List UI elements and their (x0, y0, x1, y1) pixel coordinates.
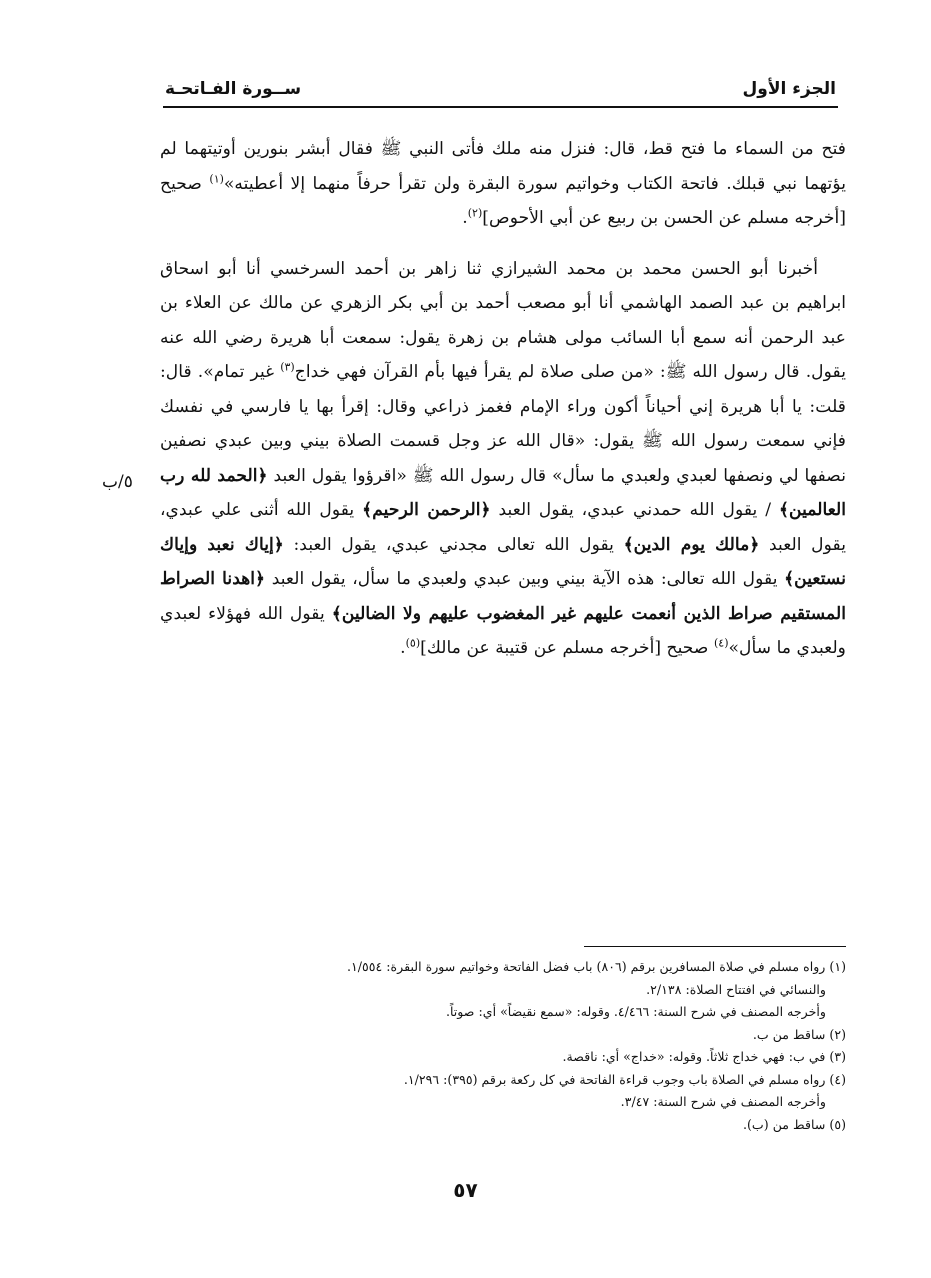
text-run: أخبرنا أبو الحسن محمد بن محمد الشيرازي ثنا زاهر بن أحمد السرخسي أنا أبو اسحاق ابراهيم بن عبد الصمد الهاشمي أنا أبو مصعب أحمد بن أبي بكر الزهري عن مالك عن العلاء بن عبد الرحمن أنه سمع أبا السائب مولى هشام بن زهرة يقول: سمعت أبا هريرة رضي الله عنه يقول. قال رسول الله ﷺ: «من صلى صلاة لم يقرأ فيها بأم القرآن فهي خداج (160, 258, 847, 382)
text-run: صحيح [أخرجه مسلم عن الحسن بن ربيع عن أبي الأحوص] (160, 173, 846, 228)
footnote-rule (584, 946, 846, 947)
header-part-title: الجزء الأول (742, 79, 836, 99)
quran-quote: ﴿مالك يوم الدين﴾ (623, 534, 760, 555)
footnote-marker: (٤) (713, 636, 729, 650)
footnote-line: (٢) ساقط من ب. (752, 1026, 846, 1042)
footnote-line: (٣) في ب: فهي خداج ثلاثاً. وقوله: «خداج» أي: ناقصة. (562, 1049, 846, 1064)
footnote-marker: (٥) (405, 636, 421, 650)
quran-quote: ﴿الرحمن الرحيم﴾ (362, 500, 491, 520)
footnote-line: (١) رواه مسلم في صلاة المسافرين برقم (٨٠٦) باب فضل الفاتحة وخواتيم سورة البقرة: ١/٥٥٤. (346, 959, 846, 974)
header-surah-title: ســورة الفـاتحـة (165, 79, 302, 99)
footnote-marker: (٢) (467, 206, 483, 220)
footnotes (160, 956, 846, 1136)
footnote-line: (٤) رواه مسلم في الصلاة باب وجوب قراءة الفاتحة في كل ركعة برقم (٣٩٥): ١/٢٩٦. (403, 1071, 846, 1087)
text-run: يقول الله تعالى: هذه الآية بيني وبين عبدي ولعبدي ما سأل، يقول العبد (265, 569, 785, 589)
text-run: يقول الله فهؤلاء لعبدي ولعبدي ما سأل» (160, 603, 846, 658)
footnote-line: (٥) ساقط من (ب). (743, 1116, 846, 1132)
footnote-line: وأخرجه المصنف في شرح السنة: ٣/٤٧. (620, 1094, 826, 1109)
text-run: يقول الله تعالى مجدني عبدي، يقول العبد: (283, 534, 624, 555)
running-header (165, 72, 836, 106)
footnote-line: والنسائي في افتتاح الصلاة: ٢/١٣٨. (646, 981, 826, 997)
text-run: يقول الله أثنى علي عبدي، يقول العبد (160, 500, 847, 555)
footnote-marker: (١) (209, 171, 224, 185)
text-run: . (462, 208, 468, 228)
text-run: غير تمام». قال: قلت: يا أبا هريرة إني أحياناً أكون وراء الإمام فغمز ذراعي وقال: إقرأ بها يا فارسي في نفسك فإني سمعت رسول الله ﷺ يقول: «قال الله عز وجل قسمت الصلاة بيني وبين عبدي نصفين نصفها لي ونصفها لعبدي ولعبدي ما سأل» قال رسول الله ﷺ «اقرؤوا يقول العبد (160, 362, 846, 486)
quran-quote: ﴿الحمد لله رب العالمين﴾ (160, 465, 847, 520)
header-rule (163, 106, 838, 108)
text-run: فتح من السماء ما فتح قط، قال: فنزل منه ملك فأتى النبي ﷺ فقال أبشر بنورين أوتيتهما لم يؤتهما نبي قبلك. فاتحة الكتاب وخواتيم سورة البقرة ولن تقرأ حرفاً منهما إلا أعطيته» (160, 139, 846, 194)
manuscript-margin-note: ٥/ب (102, 472, 133, 492)
paragraph-1 (160, 132, 846, 236)
quran-quote: ﴿اهدنا الصراط المستقيم صراط الذين أنعمت عليهم غير المغضوب عليهم ولا الضالين﴾ (160, 569, 846, 624)
paragraph-2 (160, 252, 846, 666)
text-run: . (400, 638, 406, 658)
page-number: ٥٧ (453, 1178, 478, 1202)
footnote-marker: (٣) (280, 360, 295, 374)
main-text (160, 132, 846, 666)
text-run: صحيح [أخرجه مسلم عن قتيبة عن مالك] (420, 638, 714, 658)
quran-quote: ﴿إياك نعبد وإياك نستعين﴾ (160, 534, 846, 589)
text-run: / يقول الله حمدني عبدي، يقول العبد (490, 500, 779, 520)
footnote-line: وأخرجه المصنف في شرح السنة: ٤/٤٦٦. وقوله: «سمع نقيضاً» أي: صوتاً. (445, 1004, 826, 1019)
